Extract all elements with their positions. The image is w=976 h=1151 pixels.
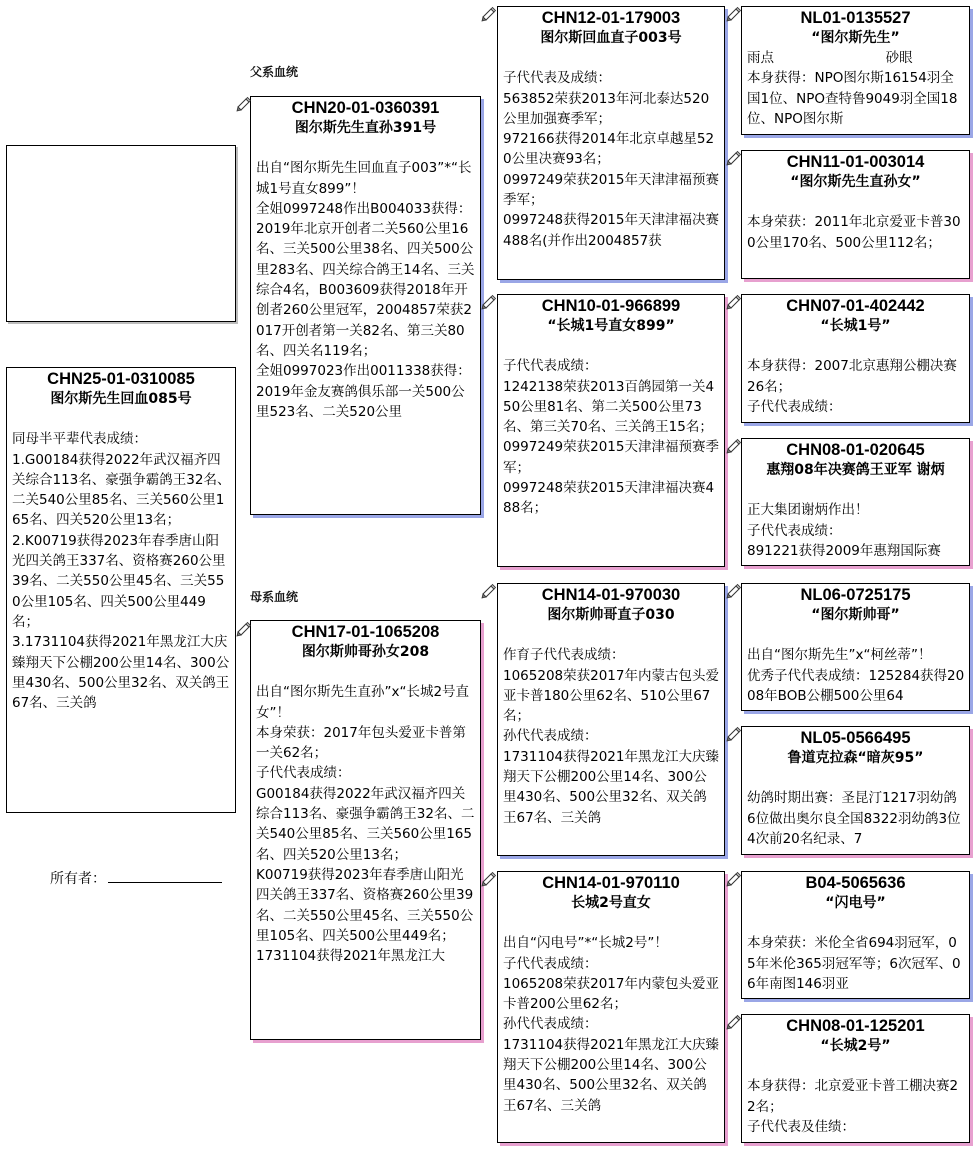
ring-number: CHN12-01-179003 (541, 9, 681, 27)
edit-pencil-icon[interactable] (480, 582, 498, 600)
pigeon-name: 图尔斯帅哥孙女208 (301, 644, 430, 660)
pigeon-name: “图尔斯帅哥” (811, 607, 900, 623)
pigeon-notes: 幼鸽时期出赛：圣昆汀1217羽幼鸽6位做出奥尔良全国8322羽幼鸽3位4次前20名纪录、7 (747, 790, 961, 847)
pigeon-name: “长城2号” (820, 1038, 891, 1054)
pigeon-photo-frame (6, 145, 236, 322)
pigeon-notes: 子代代表成绩： 1242138荣获2013百鸽园第一关450公里81名、第二关500公里73名、第三关70名、三关鸽王15名； 0997249荣获2015天津津福预赛季军； 0997248荣获2015天津津福决赛488名； (503, 358, 719, 517)
pedigree-card-ggp-1[interactable] (741, 6, 970, 135)
ring-number: CHN20-01-0360391 (291, 99, 440, 117)
edit-pencil-icon[interactable] (235, 620, 253, 638)
pigeon-notes: 同母半平辈代表成绩： 1.G00184获得2022年武汉福齐四关综合113名、豪强争霸鸽王32名、二关540公里85名、三关560公里165名、四关520公里13名； 2.K00719获得2023年春季唐山阳光四关鸽王337名、资格赛260公里39名、二关550公里45名、三关550公里105名、四关500公里449名； 3.1731104获得2021年黑龙江大庆臻翔天下公棚200公里14名、300公里430名、500公里32名、双关鸽王67名、三关鸽 (12, 431, 231, 712)
pigeon-name: “长城1号直女899” (547, 318, 675, 334)
pigeon-name: 图尔斯先生直孙391号 (294, 120, 437, 136)
pedigree-card-dam[interactable] (250, 620, 481, 1040)
pedigree-card-ggp-3[interactable] (741, 294, 970, 423)
pigeon-notes: 本身荣获：2011年北京爱亚卡普300公里170名、500公里112名； (747, 214, 961, 251)
ring-number: NL05-0566495 (800, 729, 911, 747)
owner-label: 所有者： (50, 871, 106, 887)
pigeon-name: 惠翔08年决赛鸽王亚军 谢炳 (766, 462, 945, 478)
ring-number: NL01-0135527 (800, 9, 911, 27)
pigeon-notes: 本身获得：北京爱亚卡普工棚决赛22名； 子代代表及佳绩： (747, 1078, 959, 1135)
pedigree-card-ggp-6[interactable] (741, 726, 970, 855)
edit-pencil-icon[interactable] (725, 582, 743, 600)
edit-pencil-icon[interactable] (725, 149, 743, 167)
edit-pencil-icon[interactable] (480, 870, 498, 888)
pigeon-notes: 出自“图尔斯先生直孙”x“长城2号直女”！ 本身荣获：2017年包头爱亚卡普第一关62名； 子代代表成绩： G00184获得2022年武汉福齐四关综合113名、豪强争霸鸽王32名、二关540公里85名、三关560公里165名、四关520公里13名； K00719获得2023年春季唐山阳光四关鸽王337名、资格赛260公里39名、二关550公里45名、三关550公里105名、四关500公里449名； 1731104获得2021年黑龙江大 (256, 684, 475, 965)
pedigree-card-ggp-8[interactable] (741, 1014, 970, 1143)
ring-number: CHN08-01-020645 (786, 441, 925, 459)
pigeon-name: 鲁道克拉森“暗灰95” (787, 750, 924, 766)
ring-number: CHN07-01-402442 (786, 297, 925, 315)
pigeon-notes: 作育子代代表成绩： 1065208荣获2017年内蒙古包头爱亚卡普180公里62名、510公里67名； 孙代代表成绩： 1731104获得2021年黑龙江大庆臻翔天下公棚200公里14名、300公里430名、500公里32名、双关鸽王67名、三关鸽 (503, 647, 719, 826)
pigeon-notes: 出自“图尔斯先生”x“柯丝蒂”！ 优秀子代代表成绩：125284获得2008年BOB公棚500公里64 (747, 647, 965, 704)
pigeon-name: “长城1号” (820, 318, 891, 334)
edit-pencil-icon[interactable] (480, 5, 498, 23)
edit-pencil-icon[interactable] (725, 5, 743, 23)
edit-pencil-icon[interactable] (480, 293, 498, 311)
dam-line-label: 母系血统 (250, 590, 299, 604)
owner-field (50, 868, 222, 888)
pigeon-name: 图尔斯先生回血085号 (50, 391, 192, 407)
pedigree-card-dam-dam[interactable] (497, 871, 725, 1143)
edit-pencil-icon[interactable] (725, 870, 743, 888)
edit-pencil-icon[interactable] (725, 725, 743, 743)
pigeon-name: “图尔斯先生直孙女” (790, 174, 921, 190)
edit-pencil-icon[interactable] (725, 437, 743, 455)
pedigree-card-sire-dam[interactable] (497, 294, 725, 567)
pedigree-card-ggp-4[interactable] (741, 438, 970, 566)
pedigree-card-sire[interactable] (250, 96, 481, 515)
ring-number: CHN11-01-003014 (786, 153, 925, 171)
pigeon-name: “图尔斯先生” (811, 30, 900, 46)
pigeon-notes: 本身荣获：米伦全省694羽冠军，05年米伦365羽冠军等；6次冠军、06年南图146羽亚 (747, 935, 961, 992)
pedigree-card-ggp-7[interactable] (741, 871, 970, 999)
ring-number: B04-5065636 (805, 874, 906, 892)
edit-pencil-icon[interactable] (725, 293, 743, 311)
pedigree-card-ggp-5[interactable] (741, 583, 970, 711)
edit-pencil-icon[interactable] (725, 1013, 743, 1031)
pedigree-card-sire-sire[interactable] (497, 6, 725, 280)
ring-number: CHN14-01-970110 (542, 874, 680, 892)
ring-number: CHN14-01-970030 (541, 586, 681, 604)
pedigree-card-dam-sire[interactable] (497, 583, 725, 856)
pedigree-card-subject[interactable] (6, 367, 236, 813)
pigeon-notes: 出自“闪电号”*“长城2号”！ 子代代表成绩： 1065208荣获2017年内蒙包头爱亚卡普200公里62名； 孙代代表成绩： 1731104获得2021年黑龙江大庆臻翔天下公棚200公里14名、300公里430名、500公里32名、双关鸽王67名、三关鸽 (503, 935, 719, 1114)
pigeon-name: 图尔斯回血直子003号 (540, 30, 682, 46)
sire-line-label: 父系血统 (250, 65, 299, 79)
owner-blank-line[interactable] (108, 868, 222, 883)
pigeon-name: 图尔斯帅哥直子030 (547, 607, 675, 623)
ring-number: CHN08-01-125201 (786, 1017, 925, 1035)
ring-number: CHN17-01-1065208 (291, 623, 440, 641)
ring-number: CHN25-01-0310085 (47, 370, 195, 388)
ring-number: NL06-0725175 (800, 586, 911, 604)
pigeon-notes: 子代代表及成绩： 563852荣获2013年河北泰达520公里加强赛季军； 972166获得2014年北京卓越星520公里决赛93名； 0997249荣获2015年天津津福预赛季军； 0997248获得2015年天津津福决赛488名(并作出2004857获 (503, 70, 719, 249)
pigeon-name: 长城2号直女 (571, 895, 651, 911)
edit-pencil-icon[interactable] (235, 95, 253, 113)
pigeon-notes: 雨点 砂眼 本身获得：NPO图尔斯16154羽全国1位、NPO查特鲁9049羽全国18位、NPO图尔斯 (747, 50, 958, 127)
pigeon-name: “闪电号” (825, 895, 886, 911)
pedigree-card-ggp-2[interactable] (741, 150, 970, 279)
pigeon-notes: 出自“图尔斯先生回血直子003”*“长城1号直女899”！ 全姐0997248作出B004033获得： 2019年北京开创者二关560公里16名、三关500公里38名、四关500公里283名、四关综合鸽王14名、三关综合4名，B003609获得2018年开创者260公里冠军，2004857荣获2017开创者第一关82名、第三关80名、四关名119名； 全姐0997023作出0011338获得： 2019年金友赛鸽俱乐部一关500公里523名、二关520公里 (256, 160, 475, 420)
pigeon-notes: 正大集团谢炳作出！ 子代代表成绩： 891221获得2009年惠翔国际赛 (747, 502, 941, 559)
pigeon-notes: 本身获得：2007北京惠翔公棚决赛26名； 子代代表成绩： (747, 358, 957, 415)
ring-number: CHN10-01-966899 (541, 297, 681, 315)
